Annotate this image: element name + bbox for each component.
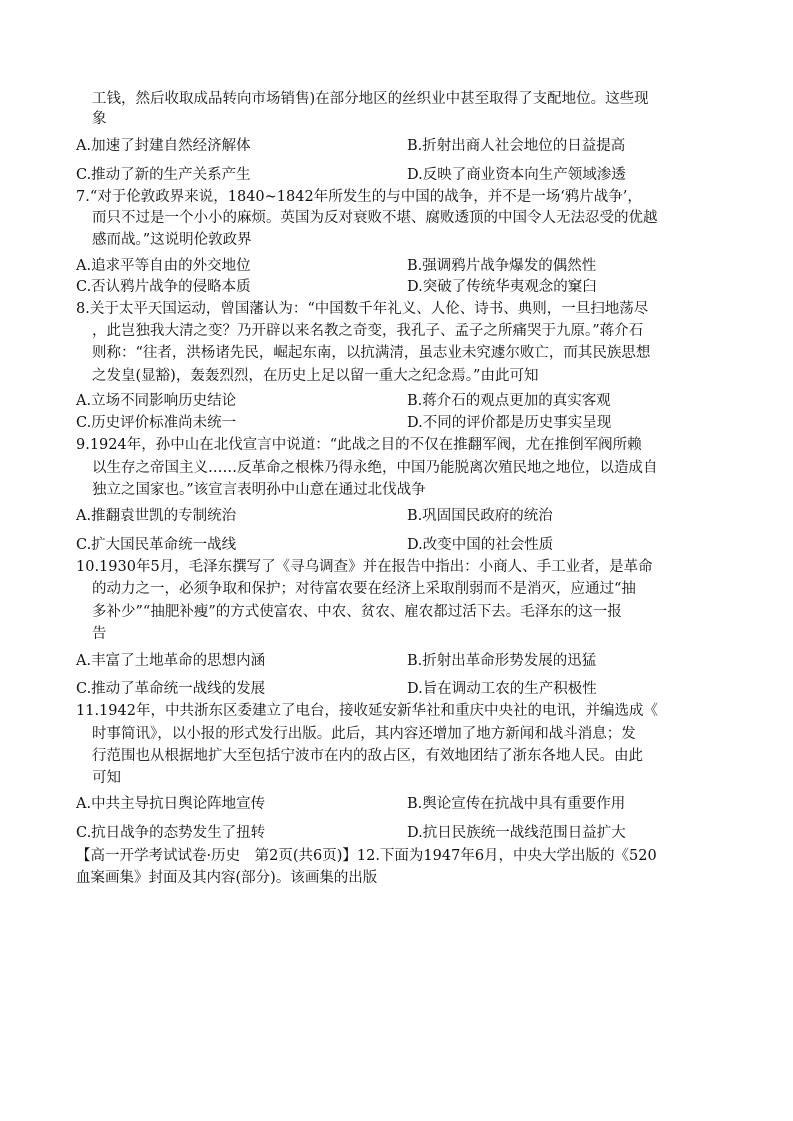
q7-option-c: C.否认鸦片战争的侵略本质 bbox=[76, 279, 251, 295]
q6-option-a: A.加速了封建自然经济解体 bbox=[76, 138, 251, 154]
q9-option-b: B.巩固国民政府的统治 bbox=[407, 508, 553, 524]
q9-option-a: A.推翻袁世凯的专制统治 bbox=[76, 508, 237, 524]
q11-option-a: A.中共主导抗日舆论阵地宣传 bbox=[76, 796, 266, 812]
q11-option-d: D.抗日民族统一战线范围日益扩大 bbox=[407, 825, 626, 841]
page-footer-q12-line-1: 【高一开学考试试卷·历史 第2页(共6页)】12.下面为1947年6月，中央大学出版的《520 bbox=[76, 848, 657, 864]
q8-option-a: A.立场不同影响历史结论 bbox=[76, 393, 237, 409]
q11-stem-line-1: 11.1942年，中共浙东区委建立了电台，接收延安新华社和重庆中央社的电讯，并编选成《 bbox=[76, 703, 658, 719]
q11-stem-line-2: 时事简讯》，以小报的形式发行出版。此后，其内容还增加了地方新闻和战斗消息；发 bbox=[92, 726, 636, 742]
q6-stem-line-1: 工钱，然后收取成品转向市场销售)在部分地区的丝织业中甚至取得了支配地位。这些现 bbox=[92, 91, 649, 107]
q6-option-c: C.推动了新的生产关系产生 bbox=[76, 167, 251, 183]
q9-stem-line-2: 以生存之帝国主义……反革命之根株乃得永绝，中国乃能脱离次殖民地之地位，以造成自 bbox=[92, 460, 658, 476]
q6-option-d: D.反映了商业资本向生产领域渗透 bbox=[407, 167, 626, 183]
q9-stem-line-3: 独立之国家也。”该宣言表明孙中山意在通过北伐战争 bbox=[92, 482, 426, 498]
q7-option-a: A.追求平等自由的外交地位 bbox=[76, 258, 251, 274]
q8-stem-line-3: 则称：“往者，洪杨诸先民，崛起东南，以抗满清，虽志业未究遽尔败亡，而其民族思想 bbox=[92, 345, 651, 361]
q8-option-b: B.蒋介石的观点更加的真实客观 bbox=[407, 393, 611, 409]
q10-stem-line-2: 的动力之一，必须争取和保护；对待富农要在经济上采取削弱而不是消灭，应通过“抽 bbox=[92, 581, 636, 597]
q10-option-c: C.推动了革命统一战线的发展 bbox=[76, 681, 266, 697]
q11-stem-line-3: 行范围也从根据地扩大至包括宁波市在内的敌占区，有效地团结了浙东各地人民。由此 bbox=[92, 748, 643, 764]
q8-stem-line-4: 之发皇(显豁)，轰轰烈烈，在历史上足以留一重大之纪念焉。”由此可知 bbox=[92, 368, 539, 384]
q8-option-c: C.历史评价标准尚未统一 bbox=[76, 415, 237, 431]
q10-stem-line-3: 多补少”“抽肥补瘦”的方式使富农、中农、贫农、雇农都过活下去。毛泽东的这一报 bbox=[92, 604, 622, 620]
q6-option-b: B.折射出商人社会地位的日益提高 bbox=[407, 138, 626, 154]
q8-stem-line-2: ，此岂独我大清之变？乃开辟以来名教之奇变，我孔子、孟子之所痛哭于九原。”蒋介石 bbox=[92, 323, 644, 339]
q8-option-d: D.不同的评价都是历史事实呈现 bbox=[407, 415, 612, 431]
q11-option-c: C.抗日战争的态势发生了扭转 bbox=[76, 825, 266, 841]
q11-stem-line-4: 可知 bbox=[92, 770, 121, 786]
q6-stem-line-2: 象 bbox=[92, 111, 107, 127]
q7-option-d: D.突破了传统华夷观念的窠臼 bbox=[407, 279, 597, 295]
q7-stem-line-1: 7.“对于伦敦政界来说，1840~1842年所发生的与中国的战争，并不是一场‘鸦片战争’， bbox=[76, 189, 642, 205]
q10-option-d: D.旨在调动工农的生产积极性 bbox=[407, 681, 597, 697]
q10-option-b: B.折射出革命形势发展的迅猛 bbox=[407, 653, 597, 669]
q10-stem-line-4: 告 bbox=[92, 626, 107, 642]
q9-stem-line-1: 9.1924年，孙中山在北伐宣言中说道：“此战之目的不仅在推翻军阀，尤在推倒军阀所赖 bbox=[76, 437, 642, 453]
q10-option-a: A.丰富了土地革命的思想内涵 bbox=[76, 653, 266, 669]
q12-stem-line-2: 血案画集》封面及其内容(部分)。该画集的出版 bbox=[76, 870, 378, 886]
q7-option-b: B.强调鸦片战争爆发的偶然性 bbox=[407, 258, 597, 274]
q7-stem-line-2: 而只不过是一个小小的麻烦。英国为反对衰败不堪、腐败透顶的中国令人无法忍受的优越 bbox=[92, 210, 658, 226]
q7-stem-line-3: 感而战。”这说明伦敦政界 bbox=[92, 232, 252, 248]
q9-option-d: D.改变中国的社会性质 bbox=[407, 537, 554, 553]
q9-option-c: C.扩大国民革命统一战线 bbox=[76, 537, 237, 553]
q11-option-b: B.舆论宣传在抗战中具有重要作用 bbox=[407, 796, 626, 812]
q8-stem-line-1: 8.关于太平天国运动，曾国藩认为：“中国数千年礼义、人伦、诗书、典则，一旦扫地荡尽 bbox=[76, 301, 649, 317]
q10-stem-line-1: 10.1930年5月，毛泽东撰写了《寻乌调查》并在报告中指出：小商人、手工业者，是革命 bbox=[76, 559, 653, 575]
